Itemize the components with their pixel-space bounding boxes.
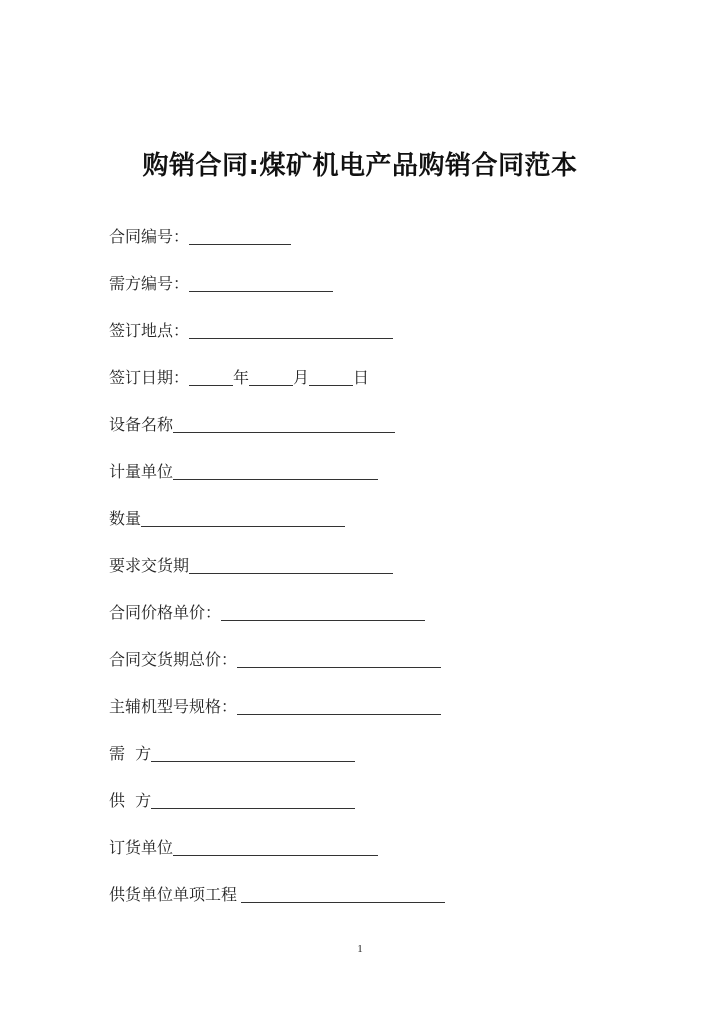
signing-place-blank[interactable] (189, 322, 393, 339)
field-label: 订货单位 (109, 838, 174, 857)
field-label: 供货单位单项工程 (109, 885, 238, 904)
month-blank[interactable] (249, 369, 293, 386)
supplier-blank[interactable] (151, 792, 355, 809)
field-quantity (109, 508, 345, 530)
delivery-period-blank[interactable] (189, 557, 393, 574)
field-contract-number (109, 226, 291, 248)
buyer-blank[interactable] (151, 745, 355, 762)
field-supplier (109, 790, 355, 812)
field-label: 数量 (109, 509, 142, 528)
field-label: 计量单位 (109, 462, 174, 481)
field-equipment-name (109, 414, 395, 436)
total-price-blank[interactable] (237, 651, 441, 668)
contract-number-blank[interactable] (189, 228, 291, 245)
field-unit-price (109, 602, 425, 624)
page-number: 1 (357, 943, 363, 955)
year-unit: 年 (233, 368, 250, 387)
field-label: 签订日期： (109, 368, 190, 387)
field-label: 供 方 (109, 791, 152, 810)
field-buyer-number (109, 273, 333, 295)
field-label: 合同价格单价： (109, 603, 222, 622)
day-unit: 日 (353, 368, 370, 387)
unit-price-blank[interactable] (221, 604, 425, 621)
field-label: 需方编号： (109, 274, 190, 293)
field-label: 合同交货期总价： (109, 650, 238, 669)
supply-project-blank[interactable] (241, 886, 445, 903)
field-unit-of-measure (109, 461, 378, 483)
model-spec-blank[interactable] (237, 698, 441, 715)
field-label: 需 方 (109, 744, 152, 763)
field-supply-project (109, 884, 445, 906)
field-model-spec (109, 696, 441, 718)
field-label: 要求交货期 (109, 556, 190, 575)
unit-of-measure-blank[interactable] (173, 463, 378, 480)
field-signing-place (109, 320, 393, 342)
quantity-blank[interactable] (141, 510, 345, 527)
equipment-name-blank[interactable] (173, 416, 395, 433)
day-blank[interactable] (309, 369, 353, 386)
field-label: 主辅机型号规格： (109, 697, 238, 716)
field-delivery-period (109, 555, 393, 577)
month-unit: 月 (293, 368, 310, 387)
field-label: 设备名称 (109, 415, 174, 434)
document-title: 购销合同:煤矿机电产品购销合同范本 (142, 151, 578, 181)
field-label: 签订地点： (109, 321, 190, 340)
field-signing-date (109, 367, 369, 389)
field-buyer (109, 743, 355, 765)
buyer-number-blank[interactable] (189, 275, 333, 292)
year-blank[interactable] (189, 369, 233, 386)
ordering-unit-blank[interactable] (173, 839, 378, 856)
field-total-price (109, 649, 441, 671)
field-label: 合同编号： (109, 227, 190, 246)
field-ordering-unit (109, 837, 378, 859)
